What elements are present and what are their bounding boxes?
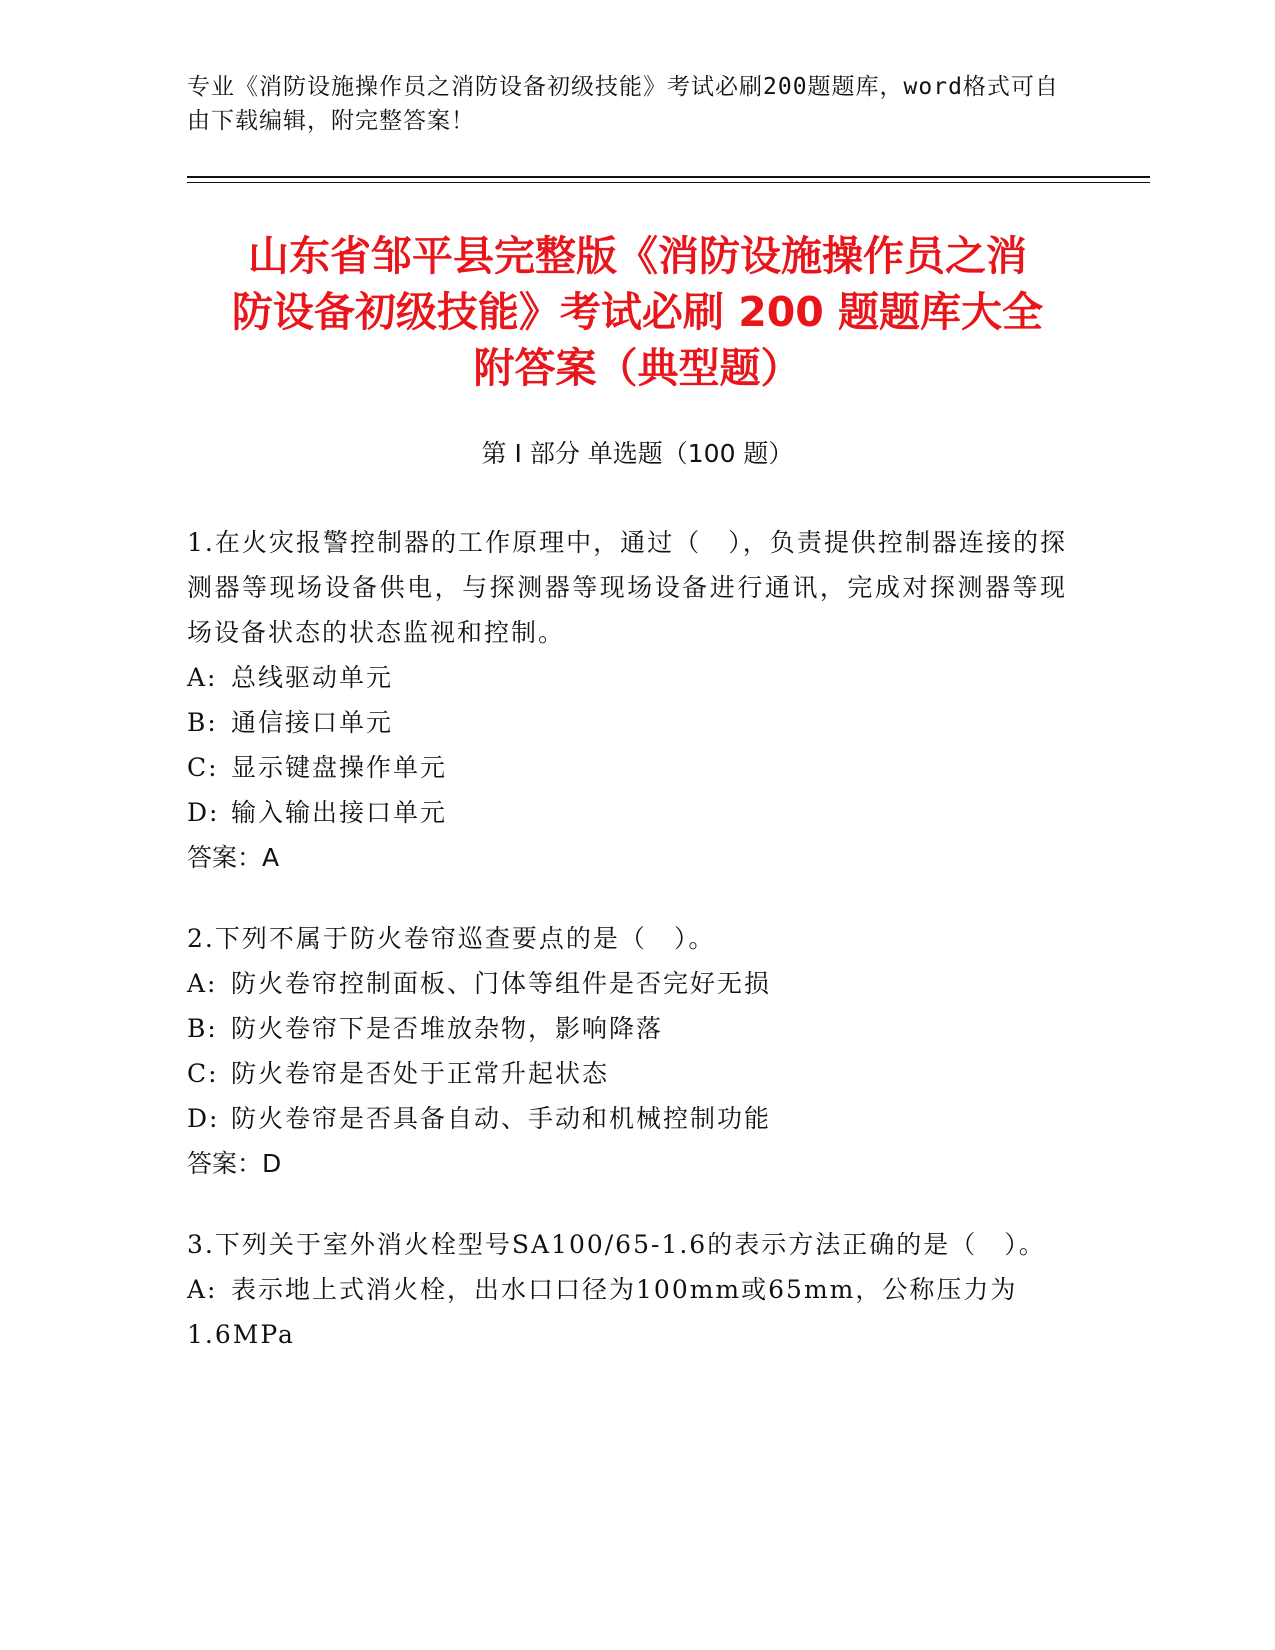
option-b xyxy=(187,1006,1067,1051)
option-a xyxy=(187,961,1067,1006)
option-c xyxy=(187,1051,1067,1096)
option-text: 表示地上式消火栓，出水口口径为100mm或65mm，公称压力为1.6MPa xyxy=(187,1275,1018,1349)
question-2 xyxy=(187,916,1067,1186)
option-a xyxy=(187,655,1067,700)
option-key: D: xyxy=(187,798,220,827)
option-text: 防火卷帘下是否堆放杂物，影响降落 xyxy=(231,1014,664,1043)
title-line: 山东省邹平县完整版《消防设施操作员之消 xyxy=(248,232,1027,280)
question-stem: 1.在火灾报警控制器的工作原理中，通过（ ），负责提供控制器连接的探测器等现场设备供电，与探测器等现场设备进行通讯，完成对探测器等现场设备状态的状态监视和控制。 xyxy=(187,528,1067,647)
option-b xyxy=(187,700,1067,745)
section-heading: 第 I 部分 单选题（100 题） xyxy=(481,439,794,468)
answer-label: 答案：D xyxy=(187,1149,282,1178)
title-line: 附答案（典型题） xyxy=(473,344,802,392)
header-divider xyxy=(187,176,1150,178)
option-d xyxy=(187,790,1067,835)
document-title xyxy=(150,228,1125,396)
question-stem: 3.下列关于室外消火栓型号SA100/65-1.6的表示方法正确的是（ ）。 xyxy=(187,1230,1046,1259)
option-key: A: xyxy=(187,663,218,692)
option-key: C: xyxy=(187,1059,219,1088)
option-key: C: xyxy=(187,753,219,782)
option-text: 总线驱动单元 xyxy=(231,663,394,692)
option-c xyxy=(187,745,1067,790)
option-text: 防火卷帘是否处于正常升起状态 xyxy=(231,1059,610,1088)
option-text: 防火卷帘是否具备自动、手动和机械控制功能 xyxy=(231,1104,772,1133)
title-line: 防设备初级技能》考试必刷 200 题题库大全 xyxy=(231,288,1044,336)
option-key: A: xyxy=(187,969,218,998)
option-text: 通信接口单元 xyxy=(231,708,394,737)
answer-label: 答案：A xyxy=(187,843,280,872)
option-a xyxy=(187,1267,1067,1357)
question-3 xyxy=(187,1222,1067,1357)
header-note: 专业《消防设施操作员之消防设备初级技能》考试必刷200题题库，word格式可自由下载编辑，附完整答案！ xyxy=(187,74,1059,134)
question-list xyxy=(187,520,1067,1393)
option-text: 输入输出接口单元 xyxy=(231,798,448,827)
option-d xyxy=(187,1096,1067,1141)
option-text: 防火卷帘控制面板、门体等组件是否完好无损 xyxy=(231,969,772,998)
option-key: D: xyxy=(187,1104,220,1133)
header-divider-thin xyxy=(187,182,1150,183)
option-key: B: xyxy=(187,708,218,737)
option-text: 显示键盘操作单元 xyxy=(231,753,448,782)
option-key: A: xyxy=(187,1275,218,1304)
question-1 xyxy=(187,520,1067,880)
question-stem: 2.下列不属于防火卷帘巡查要点的是（ ）。 xyxy=(187,924,716,953)
option-key: B: xyxy=(187,1014,218,1043)
